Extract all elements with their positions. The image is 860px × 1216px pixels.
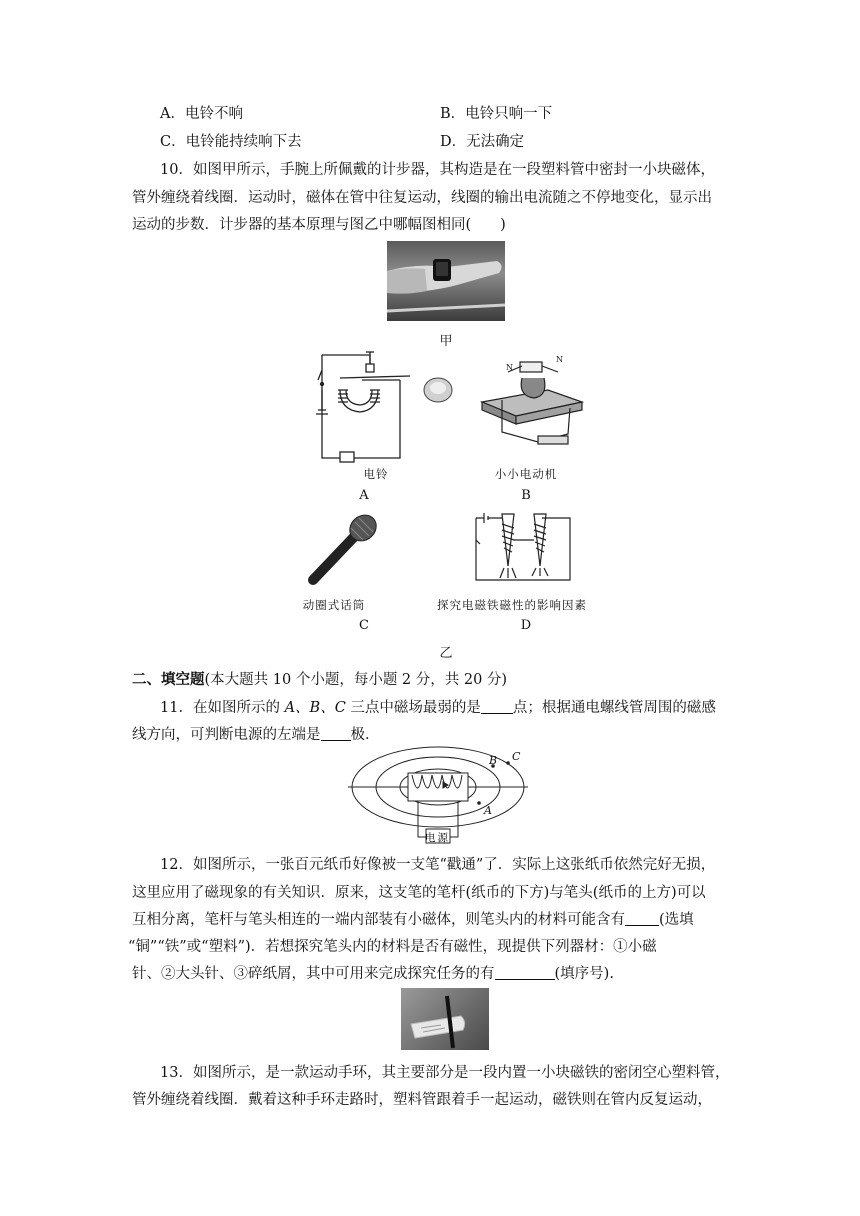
fig-d-letter: D (520, 618, 532, 633)
q11-points: A、B、C (284, 700, 346, 716)
fig-b-label: 小小电动机 (494, 467, 558, 481)
q12-line-1: 12．如图所示，一张百元纸币好像被一支笔“戳通”了．实际上这张纸币依然完好无损， (160, 857, 716, 873)
q9-option-b: B．电铃只响一下 (440, 106, 553, 122)
q12-line-5 (132, 964, 614, 984)
q12-line-3 (132, 910, 694, 930)
fig-a-letter: A (359, 488, 369, 503)
q12-blank-1[interactable] (625, 911, 659, 926)
q10-line-1: 10．如图甲所示，手腕上所佩戴的计步器，其构造是在一段塑料管中密封一小块磁体， (160, 162, 715, 178)
fig-d-label: 探究电磁铁磁性的影响因素 (437, 598, 587, 612)
q10-line-3: 运动的步数．计步器的基本原理与图乙中哪幅图相同( ) (132, 217, 506, 233)
fig-a-label: 电铃 (363, 467, 389, 481)
q9-option-c: C．电铃能持续响下去 (160, 134, 302, 150)
banknote-pen-photo (401, 988, 489, 1050)
q11-blank-2[interactable] (321, 726, 351, 741)
q13-line-2: 管外缠绕着线圈．戴着这种手环走路时，塑料管跟着手一起运动，磁铁则在管内反复运动， (132, 1092, 712, 1108)
fig-jia-caption: 甲 (439, 334, 453, 349)
q12-text-c: 针、②大头针、③碎纸屑，其中可用来完成探究任务的有 (132, 966, 495, 982)
point-a-label: A (484, 804, 492, 817)
q12-line-4: “铜”“铁”或“塑料”)．若想探究笔头内的材料是否有磁性，现提供下列器材：①小磁 (128, 939, 657, 955)
q13-line-1: 13．如图所示，是一款运动手环，其主要部分是一段内置一小块磁铁的密闭空心塑料管， (160, 1065, 730, 1081)
q11-text-f: 极． (350, 727, 380, 743)
q11-blank-1[interactable] (481, 699, 513, 714)
q11-text-a: 11．在如图所示的 (160, 700, 285, 716)
electromagnet-experiment-diagram (470, 510, 580, 590)
q10-line-2: 管外缠绕着线圈．运动时，磁体在管中往复运动，线圈的输出电流随之不停地变化，显示出 (132, 190, 712, 206)
wrist-pedometer-photo (387, 241, 505, 321)
q12-text-d: (填序号). (554, 966, 614, 982)
q12-text-a: 互相分离，笔杆与笔头相连的一端内部装有小磁体，则笔头内的材料可能含有 (132, 912, 625, 928)
q11-line-1 (160, 698, 716, 718)
q11-text-d: 点；根据通电螺线管周围的磁感 (512, 700, 716, 716)
fig-c-letter: C (359, 618, 369, 633)
dynamic-microphone-image (305, 510, 385, 588)
section-2-title: 二、填空题 (132, 671, 205, 688)
q9-option-d: D．无法确定 (440, 134, 525, 150)
fig-yi-caption: 乙 (439, 646, 453, 661)
svg-text:N: N (556, 355, 563, 364)
section-2-note: (本大题共 10 个小题，每小题 2 分，共 20 分) (204, 672, 508, 688)
point-c-label: C (512, 750, 521, 763)
q11-text-c: 三点中磁场最弱的是 (345, 700, 481, 716)
q11-line-2 (132, 725, 380, 745)
q12-line-2: 这里应用了磁现象的有关知识．原来，这支笔的笔杆(纸币的下方)与笔头(纸币的上方)可以 (132, 885, 706, 901)
fig-b-letter: B (521, 488, 531, 503)
q12-text-b: (选填 (659, 912, 694, 928)
fig-c-label: 动圈式话筒 (302, 598, 366, 612)
power-source-label: 电源 (425, 832, 450, 844)
section-2-heading (132, 670, 507, 690)
small-motor-diagram (478, 352, 588, 452)
q11-text-e: 线方向，可判断电源的左端是 (132, 727, 321, 743)
q12-blank-2[interactable] (495, 965, 555, 980)
q9-option-a: A．电铃不响 (160, 106, 243, 122)
svg-text:N: N (506, 363, 513, 372)
electric-bell-diagram (300, 350, 460, 465)
point-b-label: B (489, 754, 498, 767)
